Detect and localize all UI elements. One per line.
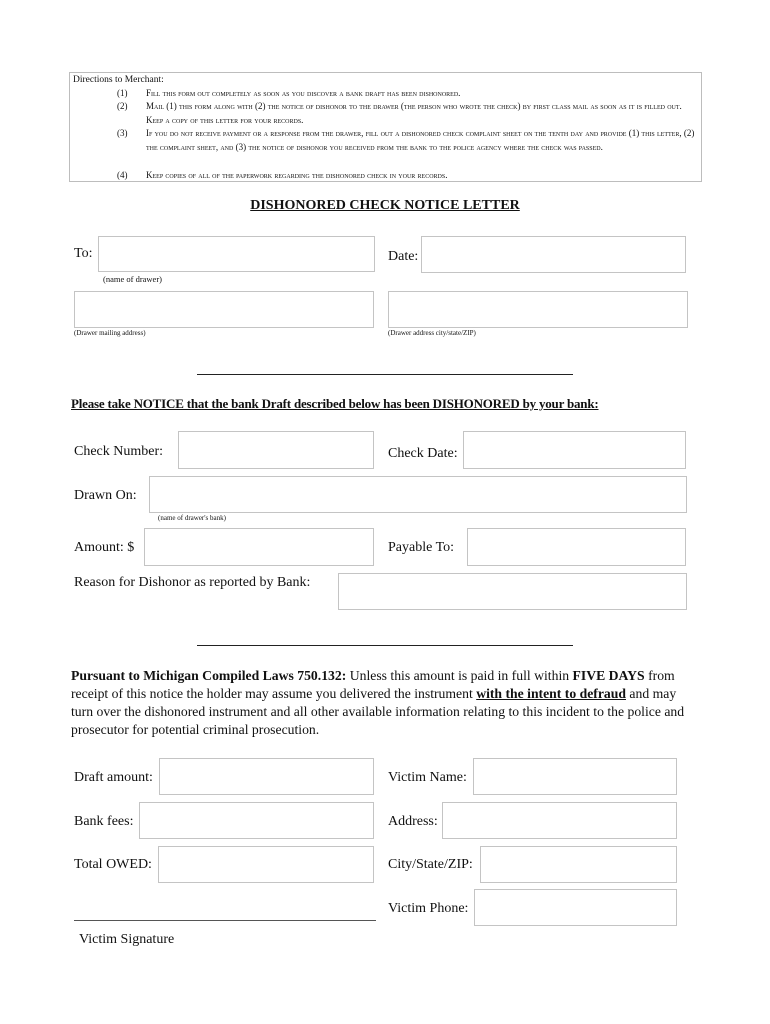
victim-phone-field[interactable]	[474, 889, 677, 926]
victim-city-label: City/State/ZIP:	[388, 857, 473, 872]
direction-number: (1)	[117, 88, 128, 98]
amount-label: Amount: $	[74, 540, 135, 555]
drawer-city-caption: (Drawer address city/state/ZIP)	[388, 329, 476, 337]
payable-to-label: Payable To:	[388, 540, 455, 555]
reason-label: Reason for Dishonor as reported by Bank:	[74, 575, 311, 590]
payable-to-field[interactable]	[467, 528, 686, 566]
direction-item	[110, 169, 700, 183]
direction-text: Mail (1) this form along with (2) the notice of dishonor to the drawer (the person who wrote the check) by first class mail as soon as it is filled out. Keep a copy of this letter for your records.	[146, 101, 682, 125]
direction-number: (3)	[117, 128, 128, 138]
victim-address-label: Address:	[388, 814, 438, 829]
direction-text: If you do not receive payment or a response from the drawer, fill out a dishonored check complaint sheet on the tenth day and provide (1) this letter, (2) the complaint sheet, and (3) the notice of dishonor you received from the bank to the police agency where the check was passed.	[146, 128, 695, 152]
total-owed-label: Total OWED:	[74, 857, 152, 872]
victim-address-field[interactable]	[442, 802, 677, 839]
direction-number: (4)	[117, 170, 128, 180]
victim-name-label: Victim Name:	[388, 770, 467, 785]
drawn-on-field[interactable]	[149, 476, 687, 513]
bank-caption: (name of drawer's bank)	[158, 514, 226, 522]
signature-label: Victim Signature	[79, 932, 175, 947]
divider	[197, 645, 573, 646]
direction-item	[110, 100, 700, 128]
directions-box	[69, 72, 702, 182]
bank-fees-field[interactable]	[139, 802, 374, 839]
victim-phone-label: Victim Phone:	[388, 901, 469, 916]
check-date-field[interactable]	[463, 431, 686, 469]
drawn-on-label: Drawn On:	[74, 488, 137, 503]
to-label: To:	[74, 246, 93, 261]
direction-text: Keep copies of all of the paperwork regarding the dishonored check in your records.	[146, 170, 448, 180]
victim-name-field[interactable]	[473, 758, 677, 795]
total-owed-field[interactable]	[158, 846, 374, 883]
law-text: and may turn over the dishonored instrument and all other available information relating to this incident to the police and prosecutor for potential criminal prosecution.	[71, 686, 685, 737]
check-number-label: Check Number:	[74, 444, 164, 459]
page-title: DISHONORED CHECK NOTICE LETTER	[250, 198, 520, 213]
law-intent: with the intent to defraud	[476, 686, 626, 701]
law-text: Unless this amount is paid in full within	[346, 668, 573, 683]
drawer-name-field[interactable]	[98, 236, 375, 272]
law-deadline: FIVE DAYS	[572, 668, 645, 683]
drawer-address-field[interactable]	[74, 291, 374, 328]
drawer-address-caption: (Drawer mailing address)	[74, 329, 146, 337]
direction-number: (2)	[117, 101, 128, 111]
check-number-field[interactable]	[178, 431, 374, 469]
direction-text: Fill this form out completely as soon as you discover a bank draft has been dishonored.	[146, 88, 461, 98]
signature-line[interactable]	[74, 920, 376, 921]
direction-item	[110, 87, 700, 101]
law-paragraph	[71, 667, 701, 739]
bank-fees-label: Bank fees:	[74, 814, 134, 829]
amount-field[interactable]	[144, 528, 374, 566]
draft-amount-field[interactable]	[159, 758, 374, 795]
law-lead: Pursuant to Michigan Compiled Laws 750.132:	[71, 668, 347, 683]
date-label: Date:	[388, 249, 419, 264]
notice-text: Please take NOTICE that the bank Draft described below has been DISHONORED by your bank:	[71, 396, 599, 411]
directions-heading: Directions to Merchant:	[73, 75, 164, 85]
law-text: from receipt of this notice the holder may assume you delivered the instrument	[71, 668, 675, 701]
draft-amount-label: Draft amount:	[74, 770, 153, 785]
divider	[197, 374, 573, 375]
check-date-label: Check Date:	[388, 446, 458, 461]
reason-field[interactable]	[338, 573, 687, 610]
direction-item	[110, 127, 700, 169]
drawer-name-caption: (name of drawer)	[103, 274, 162, 284]
date-field[interactable]	[421, 236, 686, 273]
victim-city-field[interactable]	[480, 846, 677, 883]
drawer-city-field[interactable]	[388, 291, 688, 328]
